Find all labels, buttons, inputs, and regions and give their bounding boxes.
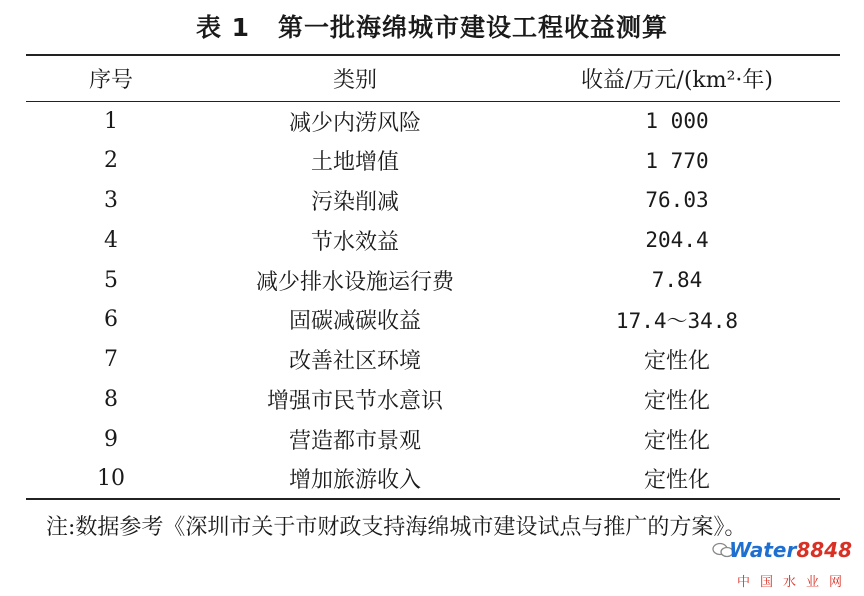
table-row	[26, 340, 840, 380]
table-row	[26, 220, 840, 260]
row-index: 3	[104, 187, 118, 213]
row-revenue: 17.4～34.8	[615, 308, 739, 333]
row-category: 土地增值	[310, 150, 399, 176]
watermark-logo-b: 8848	[796, 538, 852, 562]
row-index: 4	[104, 227, 118, 253]
watermark-logo-a: Water	[729, 538, 797, 562]
source-note: 注:数据参考《深圳市关于市财政支持海绵城市建设试点与推广的方案》。	[46, 515, 747, 540]
row-category: 增强市民节水意识	[266, 388, 443, 414]
revenue-table	[26, 54, 840, 500]
row-revenue: 7.84	[651, 268, 703, 293]
row-revenue: 76.03	[645, 188, 709, 213]
row-index: 5	[104, 267, 118, 293]
row-index: 1	[104, 108, 118, 134]
table-number: 表 1	[195, 13, 251, 42]
row-index: 2	[104, 148, 118, 174]
row-index: 7	[104, 347, 118, 373]
row-index: 8	[104, 386, 118, 412]
table-row	[26, 141, 840, 181]
row-index: 6	[104, 307, 118, 333]
table-row	[26, 380, 840, 420]
table-title	[0, 8, 864, 44]
row-revenue: 定性化	[643, 428, 710, 454]
row-revenue: 定性化	[643, 349, 710, 375]
row-revenue: 1 770	[645, 148, 709, 173]
row-index: 10	[26, 459, 196, 499]
row-revenue: 定性化	[514, 459, 840, 499]
watermark-logo	[729, 538, 852, 562]
table-row	[26, 181, 840, 221]
row-category: 营造都市景观	[288, 428, 421, 454]
watermark	[712, 538, 852, 590]
row-category: 改善社区环境	[288, 349, 421, 375]
row-category: 污染削减	[310, 189, 399, 215]
header-category: 类别	[196, 55, 514, 101]
watermark-subtitle: 中国水业网	[736, 575, 852, 590]
table-row	[26, 419, 840, 459]
table-row	[26, 101, 840, 141]
row-revenue: 1 000	[645, 109, 709, 134]
table-header-row	[26, 55, 840, 101]
header-revenue: 收益/万元/(km²·年)	[514, 55, 840, 101]
row-revenue: 定性化	[643, 388, 710, 414]
row-index: 9	[104, 426, 118, 452]
row-category: 节水效益	[310, 229, 399, 255]
row-category: 减少排水设施运行费	[255, 269, 454, 295]
row-category: 增加旅游收入	[196, 459, 514, 499]
row-category: 减少内涝风险	[288, 110, 421, 136]
table-row	[26, 459, 840, 499]
header-index: 序号	[26, 55, 196, 101]
table-row	[26, 260, 840, 300]
table-title-text: 第一批海绵城市建设工程收益测算	[278, 13, 669, 42]
row-revenue: 204.4	[645, 228, 709, 253]
row-category: 固碳减碳收益	[288, 309, 421, 335]
table-row	[26, 300, 840, 340]
